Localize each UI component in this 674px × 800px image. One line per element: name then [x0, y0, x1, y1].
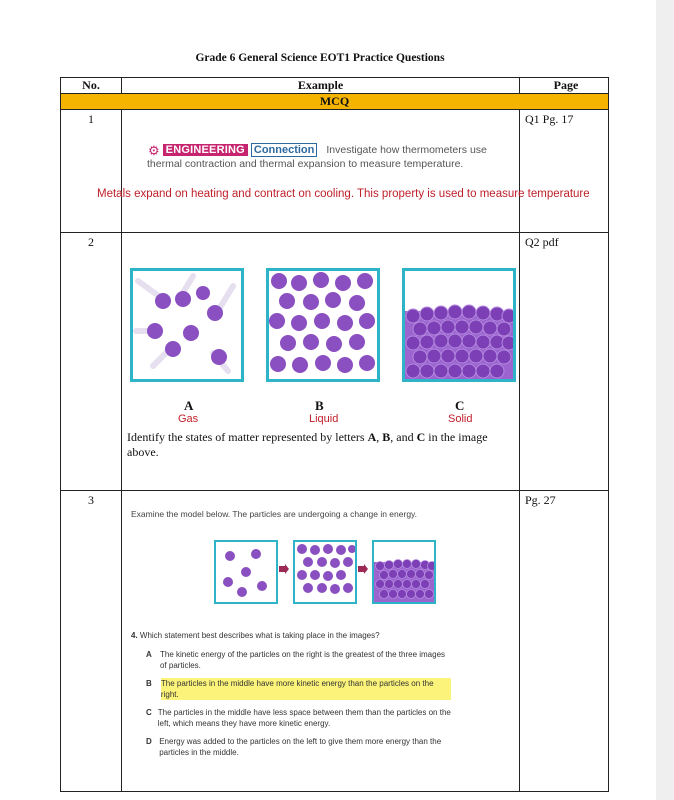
document-title: Grade 6 General Science EOT1 Practice Questions	[195, 52, 445, 64]
liquid-particles-image	[266, 268, 380, 382]
gear-icon: ⚙	[148, 142, 160, 158]
section-row	[61, 94, 609, 110]
label-letter-b: B	[315, 398, 324, 413]
engineering-connection-header	[148, 143, 487, 157]
page-ref: Pg. 27	[520, 491, 609, 792]
question-row-1	[61, 110, 609, 233]
arrow-right-icon	[279, 564, 289, 574]
row-number: 2	[61, 233, 122, 491]
arrow-right-icon	[358, 564, 368, 574]
engineering-line2: thermal contraction and thermal expansion to measure temperature.	[147, 158, 464, 170]
question-2-text: Identify the states of matter represented by letters A, B, and C in the image above.	[127, 430, 488, 459]
solid-model-image	[372, 540, 436, 604]
question-3-intro: Examine the model below. The particles are undergoing a change in energy.	[131, 509, 418, 519]
question-4	[131, 631, 451, 765]
question-4-stem: 4. Which statement best describes what is taking place in the images?	[131, 631, 380, 640]
energy-change-question	[122, 491, 519, 791]
example-cell	[122, 233, 520, 491]
questions-table	[60, 77, 609, 792]
engineering-line1: Investigate how thermometers use	[326, 144, 487, 156]
label-letter-c: C	[455, 398, 465, 413]
row-number: 1	[61, 110, 122, 233]
solid-particles-image	[402, 268, 516, 382]
state-gas: Gas	[178, 413, 199, 425]
option-d[interactable]: D Energy was added to the particles on the left to give them more energy than the particles in the middle.	[146, 737, 442, 757]
gas-particles-image	[130, 268, 244, 382]
page-ref: Q2 pdf	[520, 233, 609, 491]
header-row	[61, 78, 609, 94]
section-label-mcq: MCQ	[61, 94, 609, 110]
example-cell	[122, 491, 520, 792]
gas-model-image	[214, 540, 278, 604]
row-number: 3	[61, 491, 122, 792]
label-letter-a: A	[184, 398, 194, 413]
question-row-3	[61, 491, 609, 792]
option-b[interactable]: B The particles in the middle have more kinetic energy than the particles on the right.	[131, 678, 451, 700]
col-header-example: Example	[122, 78, 520, 94]
page-ref: Q1 Pg. 17	[520, 110, 609, 233]
option-a[interactable]: A The kinetic energy of the particles on the right is the greatest of the three images of particles.	[146, 650, 446, 670]
liquid-model-image	[293, 540, 357, 604]
option-c[interactable]: C The particles in the middle have less space between them than the particles on the left, which means they have more kinetic energy.	[146, 708, 451, 728]
engineering-badge: ENGINEERING	[163, 144, 248, 156]
question-row-2	[61, 233, 609, 491]
state-liquid: Liquid	[309, 413, 339, 425]
col-header-no: No.	[61, 78, 122, 94]
state-solid: Solid	[448, 413, 473, 425]
answer-note: Metals expand on heating and contract on cooling. This property is used to measure temperature	[97, 188, 590, 200]
states-of-matter-figure	[122, 233, 519, 490]
scrollbar[interactable]	[656, 0, 674, 800]
col-header-page: Page	[520, 78, 609, 94]
connection-badge: Connection	[251, 143, 318, 157]
